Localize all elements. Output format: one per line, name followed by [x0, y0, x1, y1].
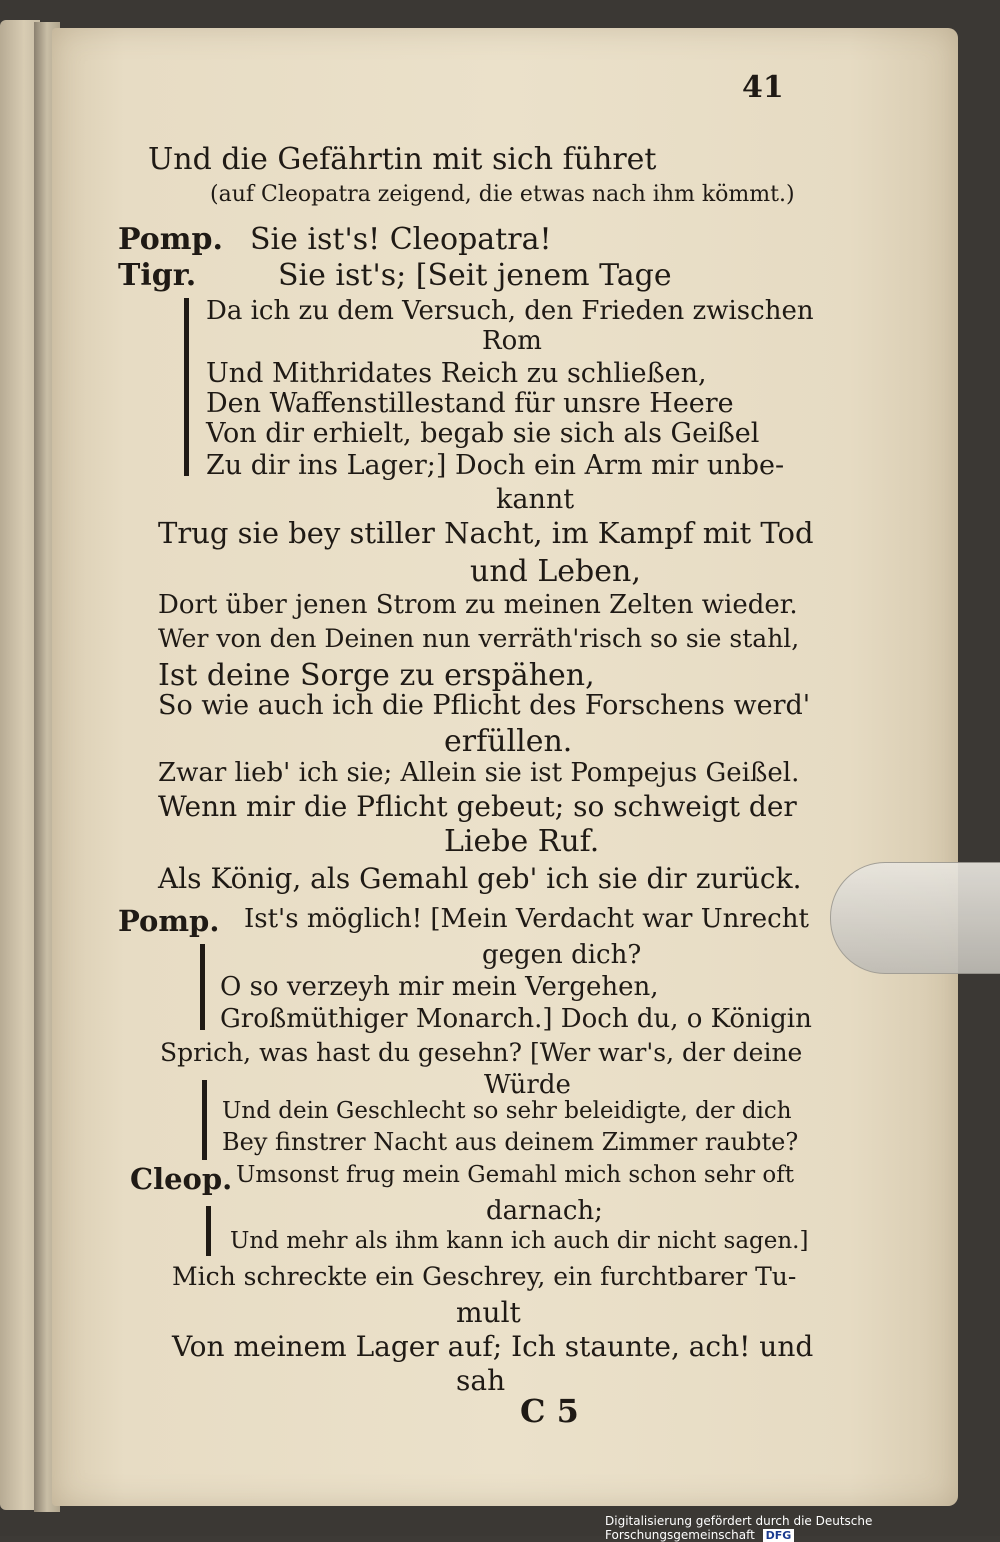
text-line: Wenn mir die Pflicht gebeut; so schweigt der: [158, 790, 797, 823]
text-line: Ist's möglich! [Mein Verdacht war Unrecht: [244, 904, 809, 934]
text-line: Würde: [484, 1070, 571, 1100]
dfg-logo: DFG: [763, 1529, 795, 1542]
text-line: Sie ist's! Cleopatra!: [250, 222, 552, 257]
text-line: Und Mithridates Reich zu schließen,: [206, 358, 707, 389]
text-line: Von meinem Lager auf; Ich staunte, ach! und: [172, 1330, 814, 1363]
text-line: kannt: [496, 484, 575, 515]
speaker-name: Pomp.: [118, 904, 220, 938]
text-line: Dort über jenen Strom zu meinen Zelten wieder.: [158, 590, 798, 620]
text-line: Zwar lieb' ich sie; Allein sie ist Pompejus Geißel.: [158, 758, 800, 788]
text-line: Sie ist's; [Seit jenem Tage: [278, 258, 672, 293]
text-line: Rom: [482, 326, 542, 356]
text-line: Den Waffenstillestand für unsre Heere: [206, 388, 734, 419]
text-line: So wie auch ich die Pflicht des Forschens werd': [158, 690, 811, 721]
footer-text: Digitalisierung gefördert durch die Deutsche Forschungsgemeinschaft: [605, 1514, 873, 1542]
speaker-name: Tigr.: [118, 258, 197, 293]
speaker-name: Pomp.: [118, 222, 223, 257]
text-line: O so verzeyh mir mein Vergehen,: [220, 972, 659, 1002]
text-line: Und die Gefährtin mit sich führet: [148, 142, 657, 177]
text-line: gegen dich?: [482, 940, 642, 970]
text-line: Trug sie bey stiller Nacht, im Kampf mit Tod: [158, 516, 814, 550]
margin-bar: [200, 944, 205, 1030]
text-line: Und mehr als ihm kann ich auch dir nicht sagen.]: [230, 1228, 809, 1254]
text-line: Als König, als Gemahl geb' ich sie dir zurück.: [158, 862, 802, 895]
text-line: mult: [456, 1296, 521, 1329]
text-line: Liebe Ruf.: [444, 824, 600, 859]
page-number: 41: [742, 70, 784, 105]
text-line: Großmüthiger Monarch.] Doch du, o Königin: [220, 1004, 812, 1034]
text-line: und Leben,: [470, 554, 641, 589]
text-line: Zu dir ins Lager;] Doch ein Arm mir unbe-: [206, 450, 785, 481]
text-line: Und dein Geschlecht so sehr beleidigte, der dich: [222, 1098, 792, 1124]
page-clip: [830, 862, 1000, 974]
text-line: erfüllen.: [444, 724, 573, 759]
text-line: Mich schreckte ein Geschrey, ein furchtbarer Tu-: [172, 1262, 797, 1291]
margin-bar: [184, 298, 189, 476]
text-line: Sprich, was hast du gesehn? [Wer war's, der deine: [160, 1038, 803, 1067]
margin-bar: [206, 1206, 211, 1256]
text-line: Umsonst frug mein Gemahl mich schon sehr oft: [236, 1162, 795, 1188]
text-line: (auf Cleopatra zeigend, die etwas nach ihm kömmt.): [210, 182, 795, 207]
text-line: Ist deine Sorge zu erspähen,: [158, 658, 595, 693]
text-line: darnach;: [486, 1196, 603, 1226]
signature-mark: C 5: [520, 1392, 579, 1430]
margin-bar: [202, 1080, 207, 1160]
text-line: Von dir erhielt, begab sie sich als Geißel: [206, 418, 760, 449]
text-line: Da ich zu dem Versuch, den Frieden zwischen: [206, 296, 814, 326]
speaker-name: Cleop.: [130, 1162, 233, 1196]
text-line: sah: [456, 1364, 506, 1397]
footer-credit: [605, 1514, 1000, 1542]
text-line: Bey finstrer Nacht aus deinem Zimmer raubte?: [222, 1128, 799, 1156]
text-line: Wer von den Deinen nun verräth'risch so sie stahl,: [158, 624, 800, 653]
